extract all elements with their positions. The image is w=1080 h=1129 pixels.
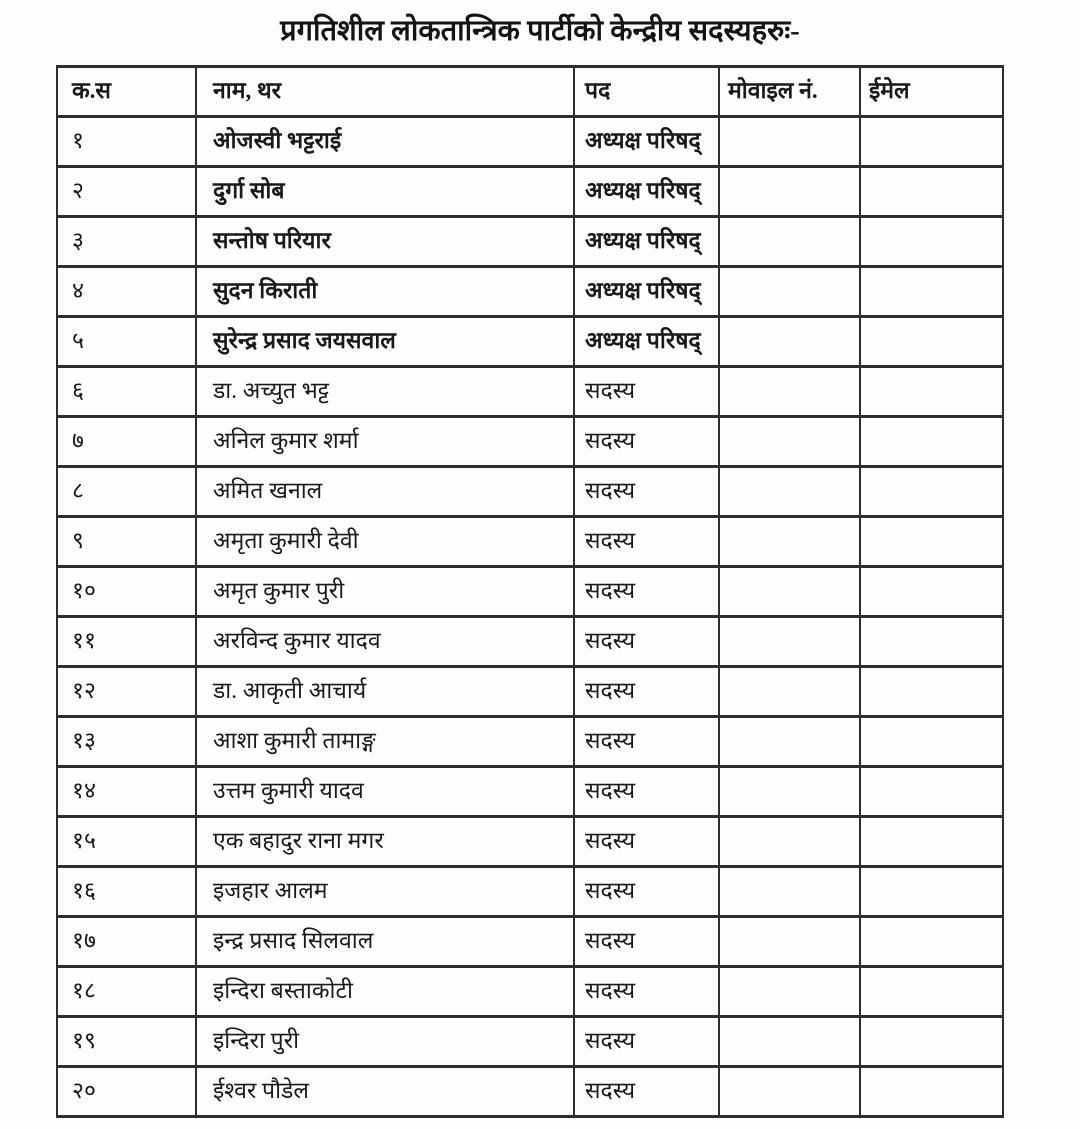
cell-name: दुर्गा सोब [196, 167, 574, 217]
column-header-sn: क.स [57, 67, 196, 117]
cell-position: सदस्य [574, 467, 719, 517]
cell-email [860, 117, 1003, 167]
cell-name: इन्द्र प्रसाद सिलवाल [196, 917, 574, 967]
cell-name: आशा कुमारी तामाङ्ग [196, 717, 574, 767]
cell-name: ईश्वर पौडेल [196, 1067, 574, 1117]
cell-sn: ४ [57, 267, 196, 317]
cell-name: डा. आकृती आचार्य [196, 667, 574, 717]
column-header-name: नाम, थर [196, 67, 574, 117]
cell-mobile [719, 567, 860, 617]
table-row [57, 267, 1003, 317]
cell-position: सदस्य [574, 717, 719, 767]
cell-name: अनिल कुमार शर्मा [196, 417, 574, 467]
cell-email [860, 267, 1003, 317]
cell-mobile [719, 517, 860, 567]
table-row [57, 667, 1003, 717]
table-row [57, 217, 1003, 267]
cell-sn: ६ [57, 367, 196, 417]
cell-sn: १ [57, 117, 196, 167]
cell-email [860, 417, 1003, 467]
cell-sn: ९ [57, 517, 196, 567]
cell-name: सुदन किराती [196, 267, 574, 317]
cell-email [860, 467, 1003, 517]
cell-sn: १२ [57, 667, 196, 717]
table-row [57, 517, 1003, 567]
cell-name: डा. अच्युत भट्ट [196, 367, 574, 417]
cell-sn: ११ [57, 617, 196, 667]
cell-name: एक बहादुर राना मगर [196, 817, 574, 867]
cell-mobile [719, 717, 860, 767]
cell-mobile [719, 117, 860, 167]
cell-sn: १३ [57, 717, 196, 767]
table-row [57, 767, 1003, 817]
cell-position: सदस्य [574, 767, 719, 817]
cell-email [860, 1067, 1003, 1117]
cell-email [860, 717, 1003, 767]
cell-email [860, 317, 1003, 367]
cell-position: सदस्य [574, 967, 719, 1017]
cell-sn: १७ [57, 917, 196, 967]
cell-position: सदस्य [574, 567, 719, 617]
cell-name: सन्तोष परियार [196, 217, 574, 267]
cell-mobile [719, 217, 860, 267]
cell-name: इन्दिरा पुरी [196, 1017, 574, 1067]
cell-mobile [719, 1017, 860, 1067]
cell-name: सुरेन्द्र प्रसाद जयसवाल [196, 317, 574, 367]
cell-mobile [719, 267, 860, 317]
table-row [57, 567, 1003, 617]
cell-sn: १० [57, 567, 196, 617]
cell-position: सदस्य [574, 667, 719, 717]
table-row [57, 117, 1003, 167]
cell-mobile [719, 167, 860, 217]
table-row [57, 717, 1003, 767]
cell-mobile [719, 1067, 860, 1117]
cell-name: अमित खनाल [196, 467, 574, 517]
cell-position: सदस्य [574, 1017, 719, 1067]
column-header-mobile: मोवाइल नं. [719, 67, 860, 117]
cell-position: अध्यक्ष परिषद् [574, 117, 719, 167]
cell-position: सदस्य [574, 417, 719, 467]
table-header [57, 67, 1003, 117]
cell-sn: २ [57, 167, 196, 217]
cell-sn: ३ [57, 217, 196, 267]
table-row [57, 467, 1003, 517]
cell-sn: ५ [57, 317, 196, 367]
table-row [57, 967, 1003, 1017]
cell-mobile [719, 317, 860, 367]
cell-mobile [719, 617, 860, 667]
cell-mobile [719, 867, 860, 917]
cell-email [860, 767, 1003, 817]
table-row [57, 417, 1003, 467]
cell-position: अध्यक्ष परिषद् [574, 167, 719, 217]
cell-sn: २० [57, 1067, 196, 1117]
cell-sn: १६ [57, 867, 196, 917]
cell-mobile [719, 817, 860, 867]
cell-position: सदस्य [574, 617, 719, 667]
table-row [57, 917, 1003, 967]
cell-email [860, 567, 1003, 617]
table-row [57, 617, 1003, 667]
cell-position: सदस्य [574, 817, 719, 867]
cell-sn: १४ [57, 767, 196, 817]
cell-sn: ८ [57, 467, 196, 517]
cell-name: उत्तम कुमारी यादव [196, 767, 574, 817]
cell-position: अध्यक्ष परिषद् [574, 267, 719, 317]
cell-email [860, 617, 1003, 667]
cell-mobile [719, 967, 860, 1017]
cell-email [860, 667, 1003, 717]
table-row [57, 1017, 1003, 1067]
cell-position: अध्यक्ष परिषद् [574, 317, 719, 367]
cell-mobile [719, 767, 860, 817]
table-row [57, 1067, 1003, 1117]
cell-email [860, 167, 1003, 217]
cell-sn: १९ [57, 1017, 196, 1067]
cell-sn: १८ [57, 967, 196, 1017]
cell-mobile [719, 667, 860, 717]
cell-mobile [719, 467, 860, 517]
cell-email [860, 817, 1003, 867]
table-row [57, 817, 1003, 867]
members-table [56, 65, 1004, 1118]
cell-name: ओजस्वी भट्टराई [196, 117, 574, 167]
table-row [57, 167, 1003, 217]
table-row [57, 317, 1003, 367]
cell-email [860, 967, 1003, 1017]
cell-mobile [719, 417, 860, 467]
cell-name: इजहार आलम [196, 867, 574, 917]
cell-position: सदस्य [574, 917, 719, 967]
cell-email [860, 917, 1003, 967]
cell-email [860, 517, 1003, 567]
cell-email [860, 367, 1003, 417]
cell-name: अमृत कुमार पुरी [196, 567, 574, 617]
column-header-position: पद [574, 67, 719, 117]
cell-position: अध्यक्ष परिषद् [574, 217, 719, 267]
table-row [57, 867, 1003, 917]
cell-name: अरविन्द कुमार यादव [196, 617, 574, 667]
cell-position: सदस्य [574, 1067, 719, 1117]
cell-sn: १५ [57, 817, 196, 867]
cell-email [860, 867, 1003, 917]
cell-position: सदस्य [574, 367, 719, 417]
header-row [57, 67, 1003, 117]
table-row [57, 367, 1003, 417]
cell-email [860, 217, 1003, 267]
cell-position: सदस्य [574, 517, 719, 567]
cell-position: सदस्य [574, 867, 719, 917]
column-header-email: ईमेल [860, 67, 1003, 117]
cell-name: अमृता कुमारी देवी [196, 517, 574, 567]
cell-mobile [719, 917, 860, 967]
cell-mobile [719, 367, 860, 417]
cell-name: इन्दिरा बस्ताकोटी [196, 967, 574, 1017]
cell-sn: ७ [57, 417, 196, 467]
table-body [57, 117, 1003, 1117]
cell-email [860, 1017, 1003, 1067]
page-title: प्रगतिशील लोकतान्त्रिक पार्टीको केन्द्रीय सदस्यहरुः- [280, 15, 800, 47]
